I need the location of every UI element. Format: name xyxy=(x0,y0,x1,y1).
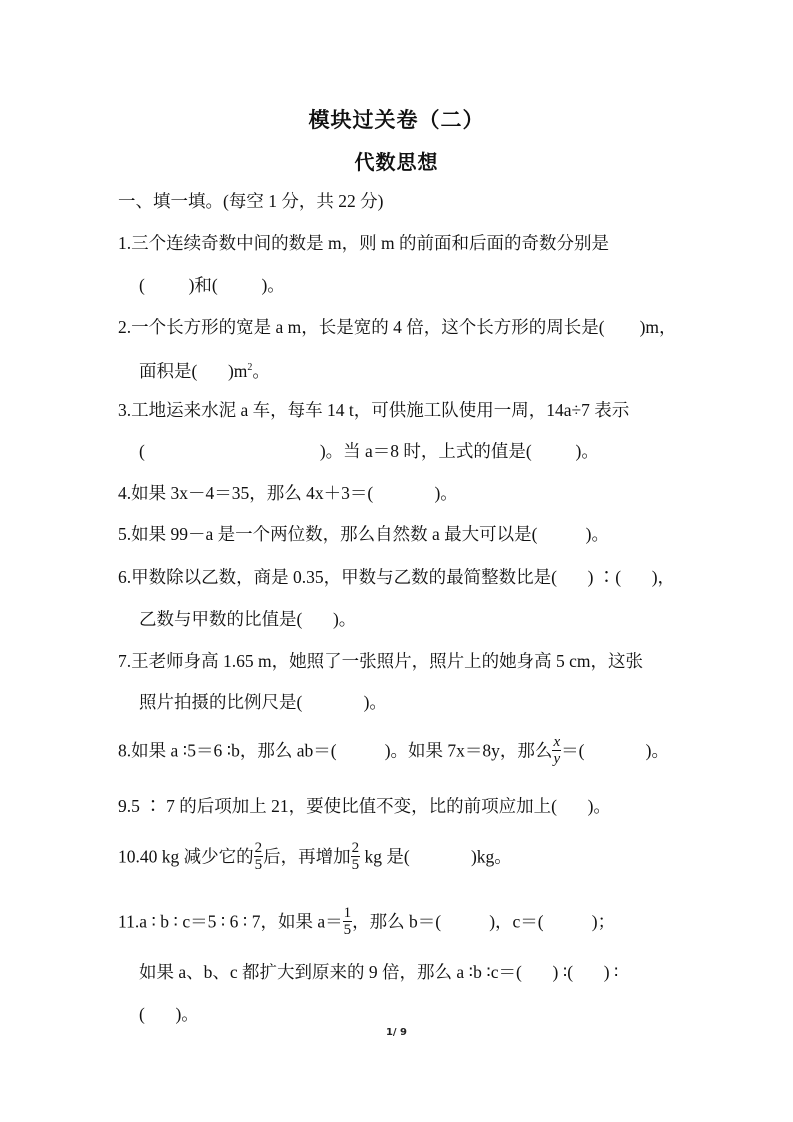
q8-post: ＝( )。 xyxy=(561,740,670,761)
question-9: 9.5 ∶ 7 的后项加上 21，要使比值不变，比的前项应加上( )。 xyxy=(118,796,611,816)
question-11-line-2: 如果 a、b、c 都扩大到原来的 9 倍，那么 a ∶b ∶c＝( ) ∶( ) ∶ xyxy=(139,962,619,982)
q11-post: ，那么 b＝( )，c＝( )； xyxy=(352,911,616,932)
question-6-line-1: 6.甲数除以乙数，商是 0.35，甲数与乙数的最简整数比是( ) ∶( )， xyxy=(118,567,676,587)
question-1-line-2: ( )和( )。 xyxy=(139,275,285,295)
q11-frac-num: 1 xyxy=(343,905,352,921)
q8-frac-den: y xyxy=(553,751,561,767)
page-title: 模块过关卷（二） xyxy=(308,108,485,132)
q2-text: 面积是( )m xyxy=(139,360,248,381)
q10-fraction-2 xyxy=(351,840,361,873)
question-5: 5.如果 99－a 是一个两位数，那么自然数 a 最大可以是( )。 xyxy=(118,524,609,544)
question-7-line-2: 照片拍摄的比例尺是( )。 xyxy=(139,692,387,712)
q10-post: kg 是( )kg。 xyxy=(360,846,512,867)
page-subtitle: 代数思想 xyxy=(354,150,439,174)
question-8 xyxy=(118,736,669,769)
question-11-line-1 xyxy=(118,907,615,940)
q10-frac1-num: 2 xyxy=(254,840,263,856)
q8-fraction xyxy=(552,734,561,767)
q2-superscript: 2 xyxy=(247,362,253,373)
question-11-line-3: ( )。 xyxy=(139,1004,199,1024)
question-4: 4.如果 3x－4＝35，那么 4x＋3＝( )。 xyxy=(118,483,458,503)
question-2-line-1: 2.一个长方形的宽是 a m，长是宽的 4 倍，这个长方形的周长是( )m， xyxy=(118,317,677,337)
question-3-line-2: ( )。当 a＝8 时，上式的值是( )。 xyxy=(139,441,599,461)
page-number: 1/ 9 xyxy=(385,1027,408,1038)
section-heading: 一、填一填。(每空 1 分，共 22 分) xyxy=(118,191,384,211)
q11-pre: 11.a ∶ b ∶ c＝5 ∶ 6 ∶ 7，如果 a＝ xyxy=(118,911,343,932)
q8-pre: 8.如果 a ∶5＝6 ∶b，那么 ab＝( )。如果 7x＝8y，那么 xyxy=(118,740,553,761)
q8-frac-num: x xyxy=(553,734,561,750)
question-2-line-2 xyxy=(139,357,270,382)
q2-end: 。 xyxy=(252,360,270,381)
q10-pre: 10.40 kg 减少它的 xyxy=(118,846,254,867)
q11-fraction xyxy=(343,905,353,938)
question-6-line-2: 乙数与甲数的比值是( )。 xyxy=(139,609,357,629)
q10-fraction-1 xyxy=(254,840,264,873)
question-1-line-1: 1.三个连续奇数中间的数是 m，则 m 的前面和后面的奇数分别是 xyxy=(118,233,609,253)
q11-frac-den: 5 xyxy=(343,922,352,938)
question-3-line-1: 3.工地运来水泥 a 车，每车 14 t，可供施工队使用一周，14a÷7 表示 xyxy=(118,400,630,420)
question-7-line-1: 7.王老师身高 1.65 m，她照了一张照片，照片上的她身高 5 cm，这张 xyxy=(118,651,643,671)
q10-frac2-den: 5 xyxy=(351,857,360,873)
q10-frac2-num: 2 xyxy=(351,840,360,856)
question-10 xyxy=(118,842,512,875)
q10-frac1-den: 5 xyxy=(254,857,263,873)
q10-mid: 后，再增加 xyxy=(263,846,351,867)
